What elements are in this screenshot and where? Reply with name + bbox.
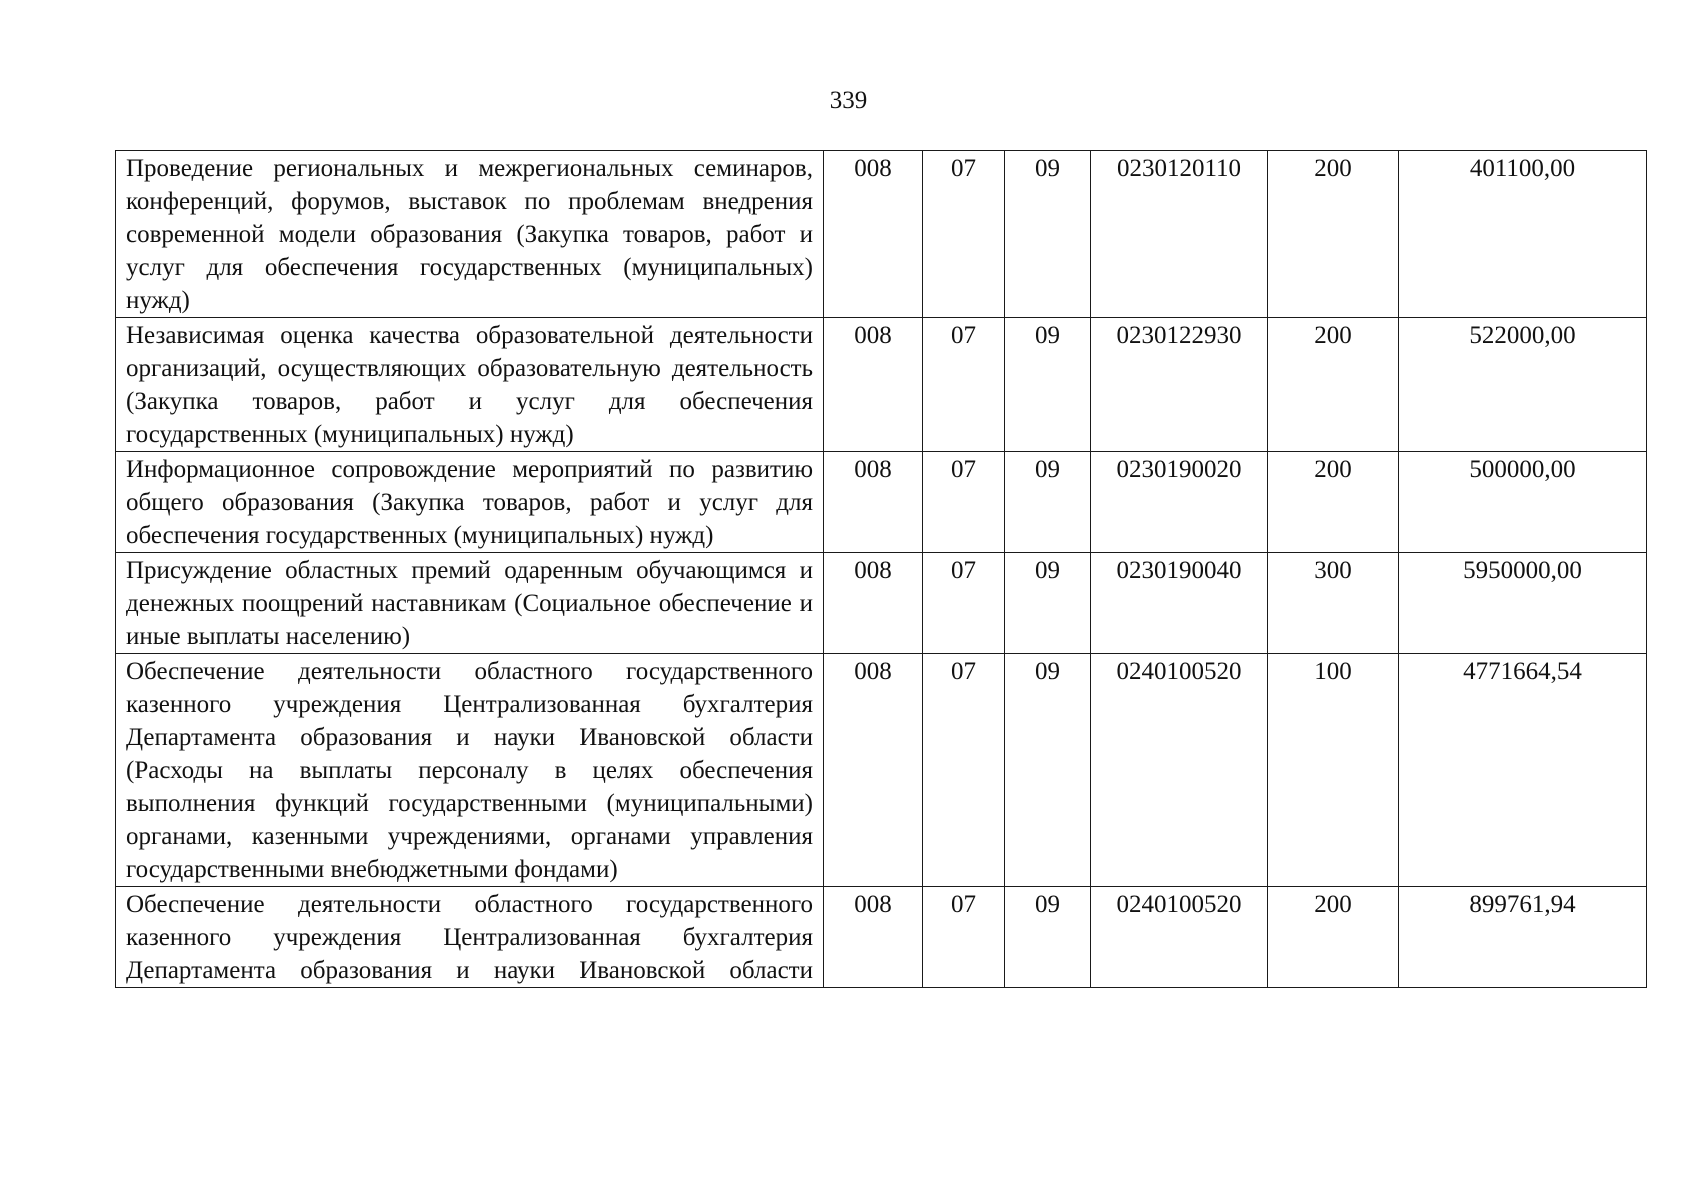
row-amount: 401100,00 — [1399, 151, 1647, 318]
row-ministry-code: 008 — [824, 318, 923, 452]
row-description: Проведение региональных и межрегиональных семинаров, конференций, форумов, выставок по проблемам внедрения современной модели образования (Закупка товаров, работ и услуг для обеспечения государственных (муниципальных) нужд) — [116, 151, 824, 318]
row-target-article: 0230190020 — [1091, 452, 1268, 553]
row-ministry-code: 008 — [824, 654, 923, 887]
table-row — [116, 553, 1647, 654]
row-amount: 5950000,00 — [1399, 553, 1647, 654]
row-target-article: 0230190040 — [1091, 553, 1268, 654]
row-subsection-code: 09 — [1005, 654, 1091, 887]
row-section-code: 07 — [923, 452, 1005, 553]
row-amount: 522000,00 — [1399, 318, 1647, 452]
row-amount: 4771664,54 — [1399, 654, 1647, 887]
row-expense-type: 100 — [1268, 654, 1399, 887]
row-target-article: 0230122930 — [1091, 318, 1268, 452]
row-description: Обеспечение деятельности областного государственного казенного учреждения Централизованная бухгалтерия Департамента образования и науки Ивановской области — [116, 887, 824, 988]
table-row — [116, 887, 1647, 988]
row-section-code: 07 — [923, 887, 1005, 988]
table-row — [116, 452, 1647, 553]
row-section-code: 07 — [923, 318, 1005, 452]
row-expense-type: 200 — [1268, 452, 1399, 553]
row-expense-type: 200 — [1268, 151, 1399, 318]
row-description: Информационное сопровождение мероприятий по развитию общего образования (Закупка товаров, работ и услуг для обеспечения государственных (муниципальных) нужд) — [116, 452, 824, 553]
row-ministry-code: 008 — [824, 887, 923, 988]
row-section-code: 07 — [923, 553, 1005, 654]
budget-table — [115, 150, 1647, 988]
row-subsection-code: 09 — [1005, 151, 1091, 318]
row-expense-type: 300 — [1268, 553, 1399, 654]
row-description: Независимая оценка качества образовательной деятельности организаций, осуществляющих образовательную деятельность (Закупка товаров, работ и услуг для обеспечения государственных (муниципальных) нужд) — [116, 318, 824, 452]
row-description: Присуждение областных премий одаренным обучающимся и денежных поощрений наставникам (Социальное обеспечение и иные выплаты населению) — [116, 553, 824, 654]
table-row — [116, 654, 1647, 887]
row-amount: 500000,00 — [1399, 452, 1647, 553]
row-target-article: 0230120110 — [1091, 151, 1268, 318]
row-target-article: 0240100520 — [1091, 654, 1268, 887]
row-subsection-code: 09 — [1005, 887, 1091, 988]
row-expense-type: 200 — [1268, 887, 1399, 988]
row-subsection-code: 09 — [1005, 318, 1091, 452]
row-amount: 899761,94 — [1399, 887, 1647, 988]
row-section-code: 07 — [923, 151, 1005, 318]
row-description: Обеспечение деятельности областного государственного казенного учреждения Централизованная бухгалтерия Департамента образования и науки Ивановской области (Расходы на выплаты персоналу в целях обеспечения выполнения функций государственными (муниципальными) органами, казенными учреждениями, органами управления государственными внебюджетными фондами) — [116, 654, 824, 887]
row-target-article: 0240100520 — [1091, 887, 1268, 988]
table-row — [116, 151, 1647, 318]
table-row — [116, 318, 1647, 452]
row-subsection-code: 09 — [1005, 452, 1091, 553]
row-section-code: 07 — [923, 654, 1005, 887]
page-number: 339 — [829, 87, 868, 114]
row-subsection-code: 09 — [1005, 553, 1091, 654]
row-ministry-code: 008 — [824, 452, 923, 553]
row-ministry-code: 008 — [824, 151, 923, 318]
row-expense-type: 200 — [1268, 318, 1399, 452]
row-ministry-code: 008 — [824, 553, 923, 654]
